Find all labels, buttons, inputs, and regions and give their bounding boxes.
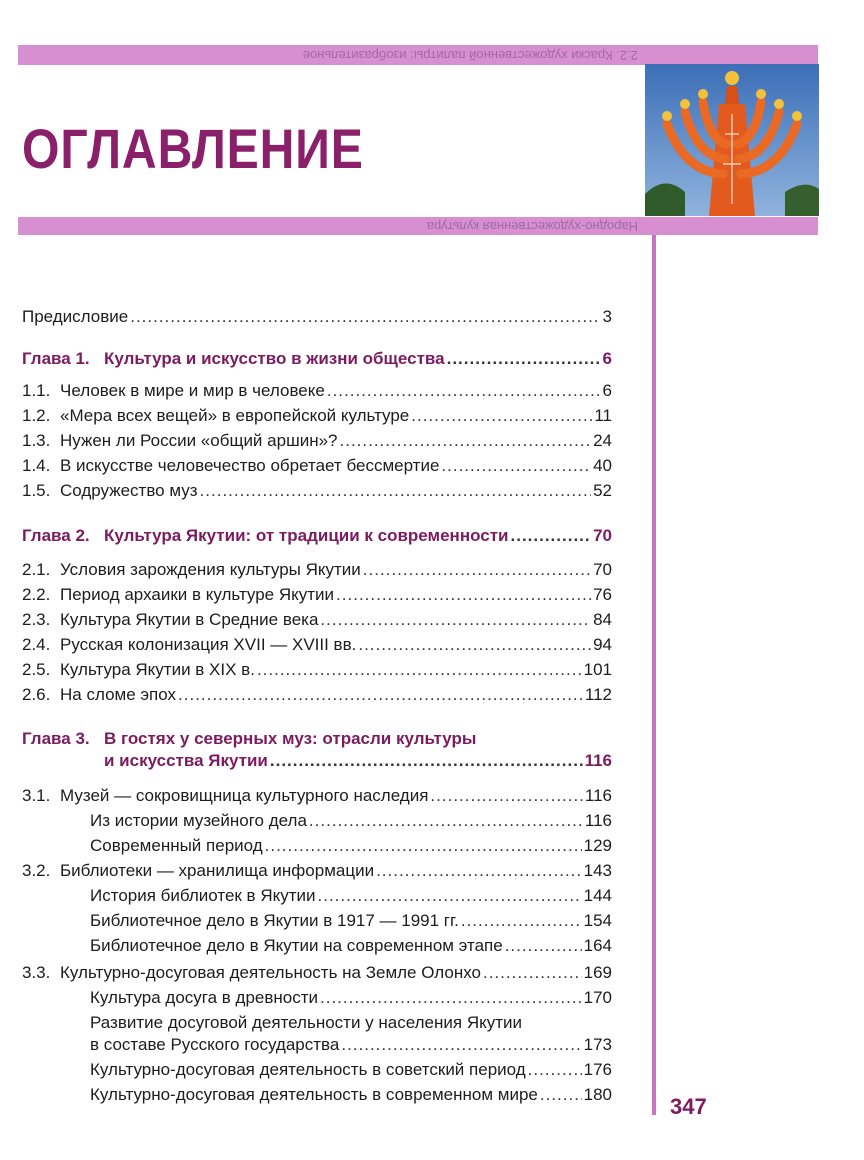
- toc-entry[interactable]: [22, 380, 612, 402]
- toc-entry-label: Культурно-досуговая деятельность на Земле Олонхо: [60, 963, 481, 982]
- toc-page-number: 116: [584, 786, 612, 805]
- chapter-title: Культура и искусство в жизни общества: [104, 349, 445, 368]
- section-number: 1.3.: [22, 431, 51, 450]
- toc-entry-label: Условия зарождения культуры Якутии: [60, 560, 361, 579]
- dot-leader: [178, 684, 583, 706]
- toc-entry-label: Современный период: [90, 836, 263, 855]
- toc-entry-label: Русская колонизация XVII — XVIII вв.: [60, 635, 357, 654]
- dot-leader: [483, 962, 582, 984]
- toc-chapter-2[interactable]: [22, 525, 612, 547]
- vertical-rule: [652, 235, 656, 1115]
- toc-entry-label: Библиотеки — хранилища информации: [60, 861, 375, 880]
- dot-leader: [358, 634, 591, 656]
- dot-leader: [430, 785, 582, 807]
- dot-leader: [363, 559, 591, 581]
- toc-page-number: 40: [593, 456, 612, 475]
- toc-subentry[interactable]: [22, 1084, 612, 1106]
- section-number: 2.3.: [22, 610, 51, 629]
- page-title: ОГЛАВЛЕНИЕ: [22, 117, 364, 180]
- toc-entry-label: Нужен ли России «общий аршин»?: [60, 431, 338, 450]
- dot-leader: [130, 306, 600, 328]
- section-number: 2.1.: [22, 560, 51, 579]
- toc-page-number: 129: [583, 836, 612, 855]
- toc-subentry[interactable]: [22, 1059, 612, 1081]
- toc-entry[interactable]: [22, 684, 612, 706]
- toc-page-number: 52: [593, 481, 612, 500]
- dot-leader: [327, 380, 601, 402]
- chapter-number: Глава 3.: [22, 729, 90, 748]
- toc-page-number: 176: [583, 1060, 612, 1079]
- toc-section-3-2[interactable]: [22, 860, 612, 882]
- toc-subentry[interactable]: [22, 910, 612, 932]
- dot-leader: [411, 405, 592, 427]
- toc-subentry[interactable]: [22, 885, 612, 907]
- toc-entry-label: Музей — сокровищница культурного наследия: [60, 786, 429, 805]
- toc-entry-label: Культурно-досуговая деятельность в советский период: [90, 1060, 526, 1079]
- dot-leader: [441, 455, 591, 477]
- toc-page-number: 144: [583, 886, 612, 905]
- toc-entry[interactable]: [22, 480, 612, 502]
- dot-leader: [200, 480, 592, 502]
- toc-entry[interactable]: [22, 559, 612, 581]
- toc-page-number: 3: [602, 307, 612, 326]
- toc-page-number: 76: [593, 585, 612, 604]
- toc-entry-label: Библиотечное дело в Якутии на современном этапе: [90, 936, 503, 955]
- toc-chapter-1[interactable]: [22, 348, 612, 370]
- dot-leader: [320, 609, 591, 631]
- toc-entry-label: «Мера всех вещей» в европейской культуре: [60, 406, 410, 425]
- toc-subentry-line1[interactable]: [22, 1012, 612, 1034]
- section-number: 1.4.: [22, 456, 51, 475]
- page-number: 347: [670, 1094, 707, 1119]
- toc-page-number: 170: [583, 988, 612, 1007]
- toc-page-number: 24: [593, 431, 612, 450]
- toc-page-number: 6: [602, 349, 612, 368]
- section-number: 2.6.: [22, 685, 51, 704]
- band-bottom-mirrored-text: Народно-художественная культура: [426, 219, 638, 234]
- section-number: 2.4.: [22, 635, 51, 654]
- toc-page-number: 169: [583, 963, 612, 982]
- section-number: 1.5.: [22, 481, 51, 500]
- toc-page-number: 173: [583, 1035, 612, 1054]
- toc-chapter-3-line2[interactable]: [22, 750, 612, 772]
- section-number: 3.2.: [22, 861, 51, 880]
- toc-entry-label: Культура Якутии в XIX в.: [60, 660, 255, 679]
- dot-leader: [340, 430, 592, 452]
- dot-leader: [505, 935, 582, 957]
- toc-entry[interactable]: [22, 609, 612, 631]
- toc-page-number: 112: [584, 685, 612, 704]
- toc-entry-label: Культурно-досуговая деятельность в современном мире: [90, 1085, 538, 1104]
- toc-page-number: 6: [602, 381, 612, 400]
- toc-entry-label-line2: в составе Русского государства: [90, 1035, 340, 1054]
- chapter-number: Глава 1.: [22, 349, 90, 368]
- toc-entry[interactable]: [22, 455, 612, 477]
- dot-leader: [320, 987, 582, 1009]
- toc-page-number: 180: [583, 1085, 612, 1104]
- section-number: 3.3.: [22, 963, 51, 982]
- header-band-top: [18, 45, 818, 65]
- dot-leader: [257, 659, 582, 681]
- toc-entry-label: Предисловие: [22, 307, 129, 326]
- toc-section-3-1[interactable]: [22, 785, 612, 807]
- toc-subentry[interactable]: [22, 987, 612, 1009]
- toc-entry[interactable]: [22, 659, 612, 681]
- dot-leader: [341, 1034, 581, 1056]
- dot-leader: [270, 750, 583, 772]
- toc-page-number: 94: [593, 635, 612, 654]
- toc-section-3-3[interactable]: [22, 962, 612, 984]
- dot-leader: [336, 584, 591, 606]
- toc-chapter-3-line1[interactable]: [22, 728, 612, 750]
- dot-leader: [447, 348, 601, 370]
- chapter-number: Глава 2.: [22, 526, 90, 545]
- dot-leader: [540, 1084, 582, 1106]
- toc-page-number: 84: [593, 610, 612, 629]
- section-number: 1.2.: [22, 406, 51, 425]
- chapter-title-line2: и искусства Якутии: [104, 751, 268, 770]
- toc-entry-preface[interactable]: [22, 306, 612, 328]
- band-top-mirrored-text: 2.2. Краски художественной палитры: изобразительное: [302, 48, 638, 63]
- dot-leader: [318, 885, 582, 907]
- dot-leader: [309, 810, 583, 832]
- toc-entry-label: Период архаики в культуре Якутии: [60, 585, 335, 604]
- chapter-title: Культура Якутии: от традиции к современности: [104, 526, 509, 545]
- toc-entry-label: В искусстве человечество обретает бессмертие: [60, 456, 440, 475]
- toc-entry[interactable]: [22, 405, 612, 427]
- toc-entry-label: Культура досуга в древности: [90, 988, 319, 1007]
- toc-subentry[interactable]: [22, 835, 612, 857]
- toc-entry-label-line1: Развитие досуговой деятельности у населения Якутии: [90, 1013, 523, 1032]
- toc-page-number: 164: [583, 936, 612, 955]
- toc-subentry[interactable]: [22, 935, 612, 957]
- toc-entry-label: Человек в мире и мир в человеке: [60, 381, 325, 400]
- section-number: 3.1.: [22, 786, 51, 805]
- toc-page-number: 154: [583, 911, 612, 930]
- toc-page-number: 116: [584, 811, 612, 830]
- toc-entry-label: Библиотечное дело в Якутии в 1917 — 1991 гг.: [90, 911, 459, 930]
- dot-leader: [376, 860, 582, 882]
- toc-entry-label: История библиотек в Якутии: [90, 886, 316, 905]
- toc-entry[interactable]: [22, 584, 612, 606]
- toc-page-number: 143: [583, 861, 612, 880]
- dot-leader: [461, 910, 582, 932]
- toc-page-number: 11: [594, 406, 612, 425]
- toc-entry-label: На сломе эпох: [60, 685, 177, 704]
- chapter-title-line1: В гостях у северных муз: отрасли культуры: [104, 729, 477, 748]
- toc-entry-label: Содружество муз: [60, 481, 198, 500]
- toc-page-number: 116: [584, 751, 612, 770]
- toc-page-number: 70: [593, 560, 612, 579]
- sculpture-photo-graphic: [645, 64, 819, 216]
- sculpture-photo: [645, 64, 819, 216]
- toc-entry-label: Из истории музейного дела: [90, 811, 307, 830]
- toc-entry-label: Культура Якутии в Средние века: [60, 610, 319, 629]
- dot-leader: [511, 525, 592, 547]
- section-number: 2.2.: [22, 585, 51, 604]
- toc-subentry[interactable]: [22, 810, 612, 832]
- toc-page-number: 70: [593, 526, 612, 545]
- toc-subentry-line2[interactable]: [22, 1034, 612, 1056]
- toc-entry[interactable]: [22, 430, 612, 452]
- section-number: 2.5.: [22, 660, 51, 679]
- dot-leader: [528, 1059, 582, 1081]
- toc-page-number: 101: [583, 660, 612, 679]
- dot-leader: [265, 835, 582, 857]
- header-band-bottom: [18, 217, 818, 235]
- section-number: 1.1.: [22, 381, 51, 400]
- toc-entry[interactable]: [22, 634, 612, 656]
